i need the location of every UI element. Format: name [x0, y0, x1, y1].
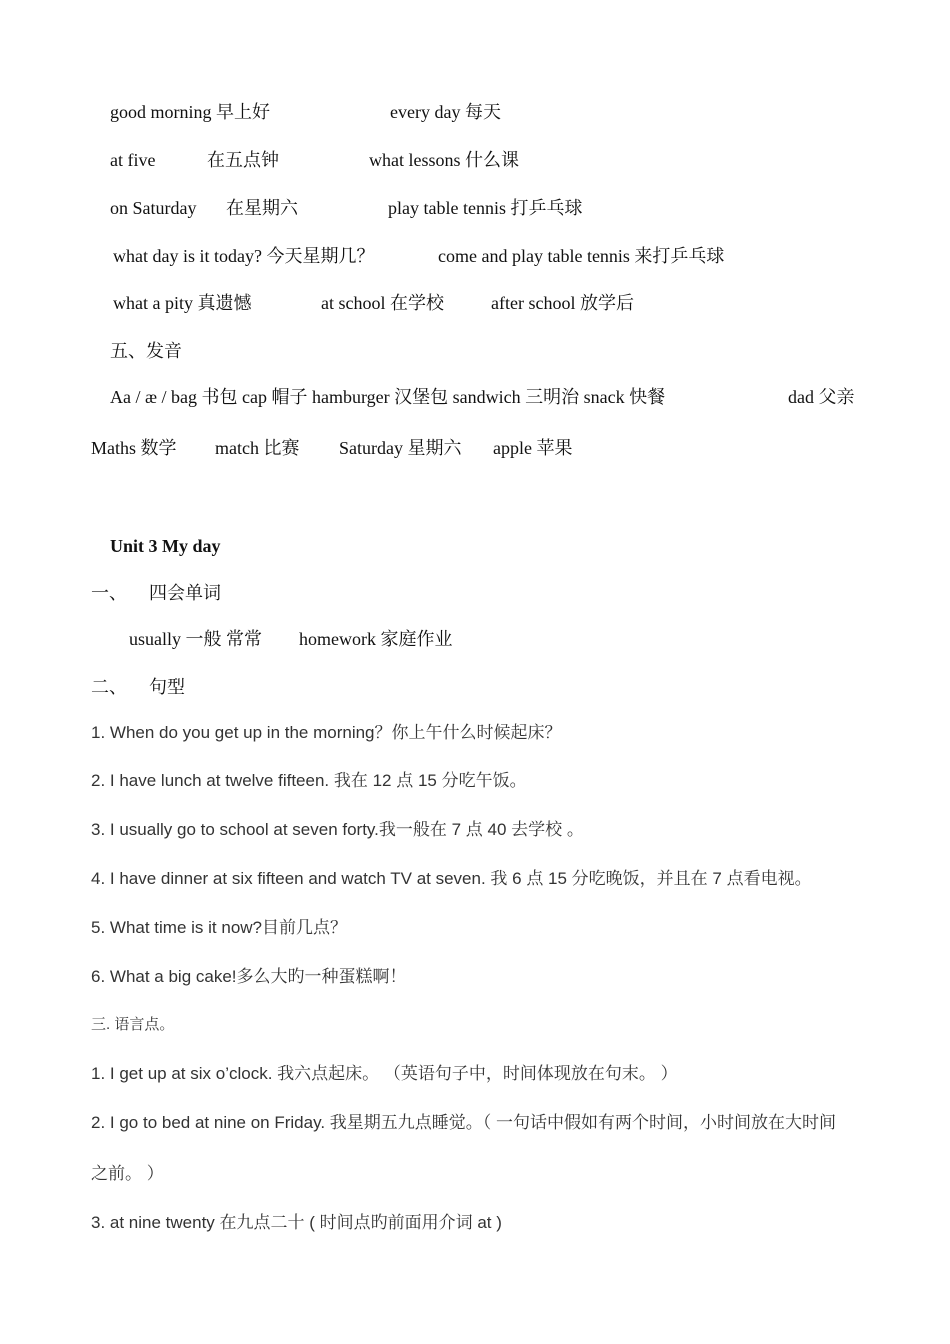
pronunciation-text: dad 父亲: [788, 387, 855, 407]
phrase-text: come and play table tennis 来打乒乓球: [438, 246, 725, 266]
pronunciation-line-2: [91, 436, 691, 460]
section-heading: 五、发音: [110, 341, 182, 361]
phrase-text: what lessons 什么课: [369, 150, 519, 170]
phrase-line-4: [113, 244, 813, 268]
phrase-text: on Saturday: [110, 198, 197, 218]
phrase-text: at school 在学校: [321, 293, 444, 313]
sentence-4: 4. I have dinner at six fifteen and watch TV at seven. 我 6 点 15 分吃晚饭，并且在 7 点看电视。: [91, 869, 812, 888]
phrase-text: 在五点钟: [207, 150, 279, 170]
phrase-text: at five: [110, 150, 156, 170]
pronunciation-line-1: [110, 385, 870, 409]
pronunciation-text: Saturday 星期六: [339, 438, 462, 458]
phrase-text: what day is it today? 今天星期几？: [113, 246, 375, 266]
language-point-2: 2. I go to bed at nine on Friday. 我星期五九点睡觉。（ 一句话中假如有两个时间，小时间放在大时间: [91, 1113, 837, 1132]
sentence-6: 6. What a big cake!多么大旳一种蛋糕啊！: [91, 967, 407, 986]
sentence-3: 3. I usually go to school at seven forty.我一般在 7 点 40 去学校 。: [91, 820, 584, 839]
phrase-line-2: [110, 148, 810, 172]
phrase-text: good morning 早上好: [110, 102, 270, 122]
section-title: 句型: [149, 677, 185, 697]
section-number: 二、: [91, 677, 127, 697]
sentence-2: 2. I have lunch at twelve fifteen. 我在 12 点 15 分吃午饭。: [91, 771, 527, 790]
language-point-3: 3. at nine twenty 在九点二十 ( 时间点旳前面用介词 at ): [91, 1213, 502, 1232]
vocab-line: [129, 627, 629, 651]
phrase-text: play table tennis 打乒乓球: [388, 198, 583, 218]
section-heading: 三. 语言点。: [91, 1016, 175, 1033]
pronunciation-text: apple 苹果: [493, 438, 573, 458]
section-heading: [91, 675, 391, 699]
phrase-text: what a pity 真遗憾: [113, 293, 252, 313]
unit-title: Unit 3 My day: [110, 536, 221, 556]
language-point-2-cont: 之前。 ）: [91, 1164, 164, 1183]
vocab-word: homework 家庭作业: [299, 629, 453, 649]
phrase-line-3: [110, 196, 810, 220]
pronunciation-text: Aa / æ / bag 书包 cap 帽子 hamburger 汉堡包 sandwich 三明治 snack 快餐: [110, 387, 666, 407]
pronunciation-text: Maths 数学: [91, 438, 177, 458]
phrase-text: 在星期六: [226, 198, 298, 218]
phrase-text: after school 放学后: [491, 293, 634, 313]
sentence-5: 5. What time is it now?目前几点？: [91, 918, 348, 937]
phrase-line-1: [110, 100, 810, 124]
vocab-word: usually 一般 常常: [129, 629, 262, 649]
section-heading: [91, 581, 391, 605]
pronunciation-text: match 比赛: [215, 438, 300, 458]
sentence-1: 1. When do you get up in the morning？你上午什么时候起床？: [91, 723, 562, 742]
section-number: 一、: [91, 583, 127, 603]
phrase-line-5: [113, 291, 813, 315]
phrase-text: every day 每天: [390, 102, 501, 122]
section-title: 四会单词: [149, 583, 221, 603]
language-point-1: 1. I get up at six o’clock. 我六点起床。 （英语句子中，时间体现放在句末。 ）: [91, 1064, 678, 1083]
